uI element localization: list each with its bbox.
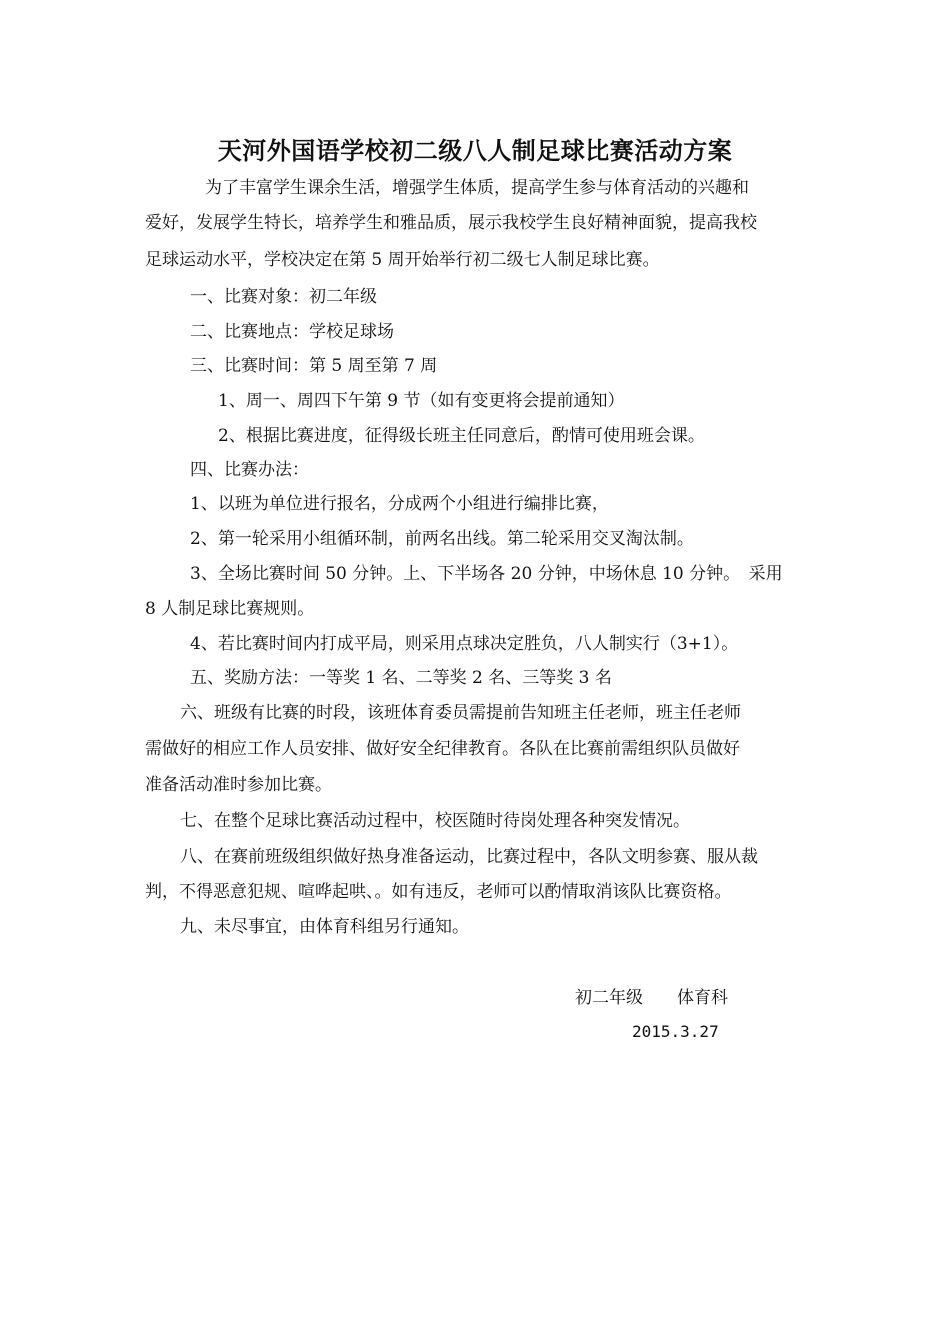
item-method-sub-4: 4、若比赛时间内打成平局，则采用点球决定胜负，八人制实行（3+1）。 (190, 634, 739, 654)
signature-date: 2015.3.27 (632, 1022, 719, 1041)
item-other: 九、未尽事宜，由体育科组另行通知。 (180, 917, 469, 937)
intro-line-2: 爱好，发展学生特长，培养学生和雅品质，展示我校学生良好精神面貌，提高我校 (145, 213, 757, 233)
item-time-sub-2: 2、根据比赛进度，征得级长班主任同意后，酌情可使用班会课。 (218, 426, 705, 446)
item-method-sub-1: 1、以班为单位进行报名，分成两个小组进行编排比赛， (190, 494, 609, 514)
intro-line-3: 足球运动水平，学校决定在第 5 周开始举行初二级七人制足球比赛。 (145, 250, 660, 270)
item-time-sub-1: 1、周一、周四下午第 9 节（如有变更将会提前通知） (218, 391, 625, 411)
item-notice-line-2: 需做好的相应工作人员安排、做好安全纪律教育。各队在比赛前需组织队员做好 (145, 739, 740, 759)
item-method-sub-3b: 8 人制足球比赛规则。 (145, 599, 315, 619)
item-method-sub-3a: 3、全场比赛时间 50 分钟。上、下半场各 20 分钟，中场休息 10 分钟。 采用 (190, 564, 783, 584)
item-conduct-line-2: 判，不得恶意犯规、喧哗起哄、。如有违反，老师可以酌情取消该队比赛资格。 (145, 882, 732, 902)
item-awards: 五、奖励方法：一等奖 1 名、二等奖 2 名、三等奖 3 名 (190, 668, 612, 688)
item-medical: 七、在整个足球比赛活动过程中，校医随时待岗处理各种突发情况。 (180, 811, 690, 831)
item-time: 三、比赛时间：第 5 周至第 7 周 (190, 356, 438, 376)
item-notice-line-3: 准备活动准时参加比赛。 (145, 775, 332, 795)
item-method-sub-2: 2、第一轮采用小组循环制，前两名出线。第二轮采用交叉淘汰制。 (190, 529, 694, 549)
document-title: 天河外国语学校初二级八人制足球比赛活动方案 (217, 136, 733, 165)
item-notice-line-1: 六、班级有比赛的时段，该班体育委员需提前告知班主任老师，班主任老师 (180, 703, 741, 723)
item-target: 一、比赛对象：初二年级 (190, 287, 377, 307)
item-method: 四、比赛办法： (190, 460, 309, 480)
item-location: 二、比赛地点：学校足球场 (190, 322, 394, 342)
signature-dept: 初二年级 体育科 (575, 988, 728, 1008)
item-conduct-line-1: 八、在赛前班级组织做好热身准备运动，比赛过程中，各队文明参赛、服从裁 (180, 847, 758, 867)
intro-line-1: 为了丰富学生课余生活，增强学生体质，提高学生参与体育活动的兴趣和 (205, 178, 749, 198)
